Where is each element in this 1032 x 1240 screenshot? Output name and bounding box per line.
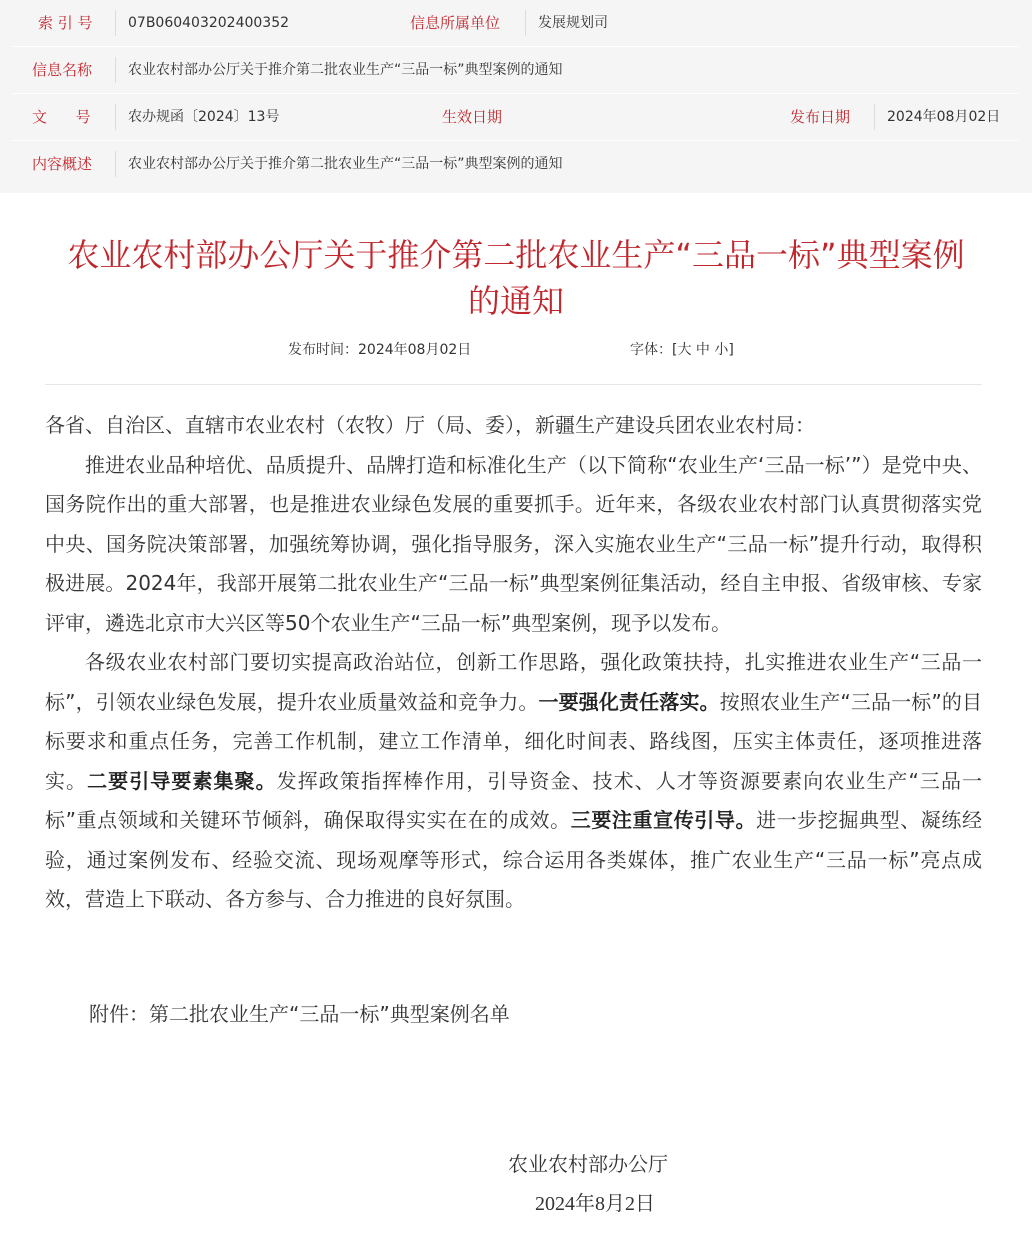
- font-large-button[interactable]: 大: [677, 342, 692, 358]
- publish-time: 发布时间：2024年08月02日: [288, 342, 472, 358]
- font-small-button[interactable]: 小: [714, 342, 729, 358]
- point-2-heading: 二要引导要素集聚。: [87, 768, 277, 793]
- font-size-label: 字体：[: [630, 342, 678, 358]
- attachment-link[interactable]: 附件：第二批农业生产“三品一标”典型案例名单: [89, 1002, 510, 1026]
- index-value: 07B060403202400352: [128, 15, 290, 31]
- font-medium-button[interactable]: 中: [695, 342, 710, 358]
- paragraph-1: 推进农业品种培优、品质提升、品牌打造和标准化生产（以下简称“农业生产‘三品一标’”）是党中央、国务院作出的重大部署，也是推进农业绿色发展的重要抓手。近年来，各级农业农村部门认真贯彻落实党中央、国务院决策部署，加强统筹协调，强化指导服务，深入实施农业生产“三品一标”提升行动，取得积极进展。2024年，我部开展第二批农业生产“三品一标”典型案例征集活动，经自主申报、省级审核、专家评审，遴选北京市大兴区等50个农业生产“三品一标”典型案例，现予以发布。: [45, 452, 982, 635]
- point-1-heading: 一要强化责任落实。: [538, 689, 720, 714]
- point-2-text: 发挥政策指挥棒作用，引导资金、技术、人才等资源要素向农业生产“三品一标”重点领域和关键环节倾斜，确保取得实实在在的成效。: [45, 768, 983, 832]
- publish-date-value: 2024年08月02日: [887, 109, 1001, 125]
- divider: [115, 10, 116, 36]
- point-3-text: 进一步挖掘典型、凝练经验，通过案例发布、经验交流、现场观摩等形式，综合运用各类媒体，推广农业生产“三品一标”亮点成效，营造上下联动、各方参与、合力推进的良好氛围。: [45, 808, 982, 911]
- divider: [874, 104, 875, 130]
- article-title: [40, 232, 992, 324]
- divider: [115, 151, 116, 177]
- title-line-1: 农业农村部办公厅关于推介第二批农业生产“三品一标”典型案例: [67, 236, 965, 274]
- publish-date-label: 发布日期: [790, 108, 851, 126]
- summary-label: 内容概述: [32, 155, 93, 173]
- unit-label: 信息所属单位: [410, 14, 501, 32]
- summary-value: 农业农村部办公厅关于推介第二批农业生产“三品一标”典型案例的通知: [128, 156, 563, 172]
- divider: [525, 10, 526, 36]
- title-line-2: 的通知: [467, 282, 564, 320]
- divider: [115, 57, 116, 83]
- name-label: 信息名称: [32, 61, 93, 79]
- index-label: 索 引 号: [38, 14, 93, 32]
- name-value: 农业农村部办公厅关于推介第二批农业生产“三品一标”典型案例的通知: [128, 62, 563, 78]
- font-size-bracket: ]: [728, 342, 734, 358]
- info-row-index: [12, 0, 1018, 47]
- divider: [115, 104, 116, 130]
- point-1-text: 按照农业生产“三品一标”的目标要求和重点任务，完善工作机制，建立工作清单，细化时间表、路线图，压实主体责任，逐项推进落实。: [45, 689, 982, 793]
- paragraph-2: [45, 643, 982, 920]
- info-row-summary: [12, 141, 1018, 187]
- paragraph-2-intro: 各级农业农村部门要切实提高政治站位，创新工作思路，强化政策扶持，扎实推进农业生产“三品一标”，引领农业绿色发展，提升农业质量效益和竞争力。: [45, 650, 982, 714]
- salutation: 各省、自治区、直辖市农业农村（农牧）厅（局、委），新疆生产建设兵团农业农村局：: [45, 413, 815, 437]
- doc-label: 文 号: [32, 108, 91, 126]
- unit-value: 发展规划司: [538, 15, 608, 31]
- info-row-docnum: [12, 94, 1018, 141]
- font-size-switcher: [630, 338, 734, 362]
- effective-date-label: 生效日期: [442, 108, 503, 126]
- title-divider: [45, 384, 982, 385]
- signature-org: 农业农村部办公厅: [508, 1152, 668, 1176]
- point-3-heading: 三要注重宣传引导。: [570, 808, 757, 832]
- signature-date: 2024年8月2日: [535, 1193, 655, 1215]
- info-table: [0, 0, 1032, 193]
- doc-value: 农办规函〔2024〕13号: [128, 109, 280, 125]
- info-row-name: [12, 47, 1018, 94]
- article-body: [45, 406, 982, 920]
